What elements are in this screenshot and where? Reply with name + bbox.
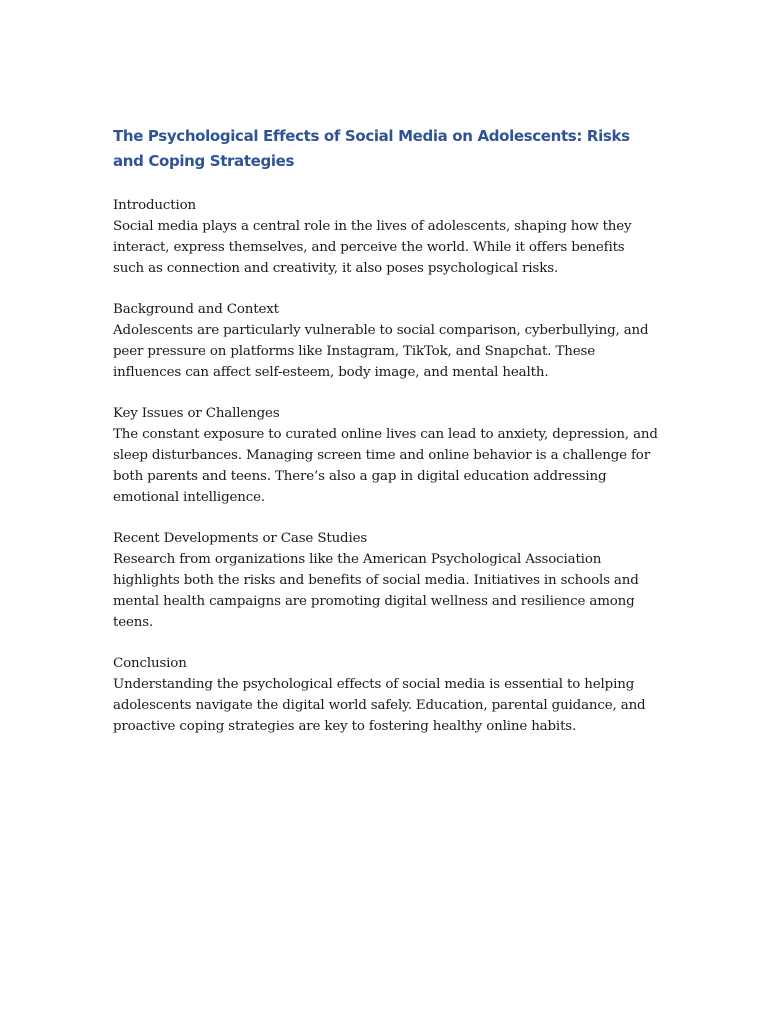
section-heading: Recent Developments or Case Studies (113, 531, 368, 546)
section-heading: Introduction (113, 198, 197, 213)
section-heading: Key Issues or Challenges (113, 406, 280, 421)
document-title: The Psychological Effects of Social Media on Adolescents: Risks and Coping Strategies (113, 127, 630, 170)
section-body: Adolescents are particularly vulnerable to social comparison, cyberbullying, and peer pressure on platforms like Instagram, TikTok, and Snapchat. These influences can affect self-esteem, body image, and mental health. (113, 323, 649, 380)
section-body: The constant exposure to curated online lives can lead to anxiety, depression, and sleep disturbances. Managing screen time and online behavior is a challenge for both parents and teens. There’s also a gap in digital education addressing emotional intelligence. (113, 427, 658, 505)
section-key-issues (113, 403, 658, 508)
section-body: Social media plays a central role in the lives of adolescents, shaping how they interact, express themselves, and perceive the world. While it offers benefits such as connection and creativity, it also poses psychological risks. (113, 219, 632, 276)
section-background-and-context (113, 299, 658, 383)
section-body: Research from organizations like the American Psychological Association highlights both the risks and benefits of social media. Initiatives in schools and mental health campaigns are promoting digital wellness and resilience among teens. (113, 552, 639, 630)
section-recent-developments (113, 528, 658, 633)
section-heading: Conclusion (113, 656, 187, 671)
section-heading: Background and Context (113, 302, 279, 317)
section-conclusion (113, 653, 658, 737)
section-introduction (113, 195, 658, 279)
section-body: Understanding the psychological effects of social media is essential to helping adolescents navigate the digital world safely. Education, parental guidance, and proactive coping strategies are key to fostering healthy online habits. (113, 677, 646, 734)
document-content (113, 124, 658, 757)
